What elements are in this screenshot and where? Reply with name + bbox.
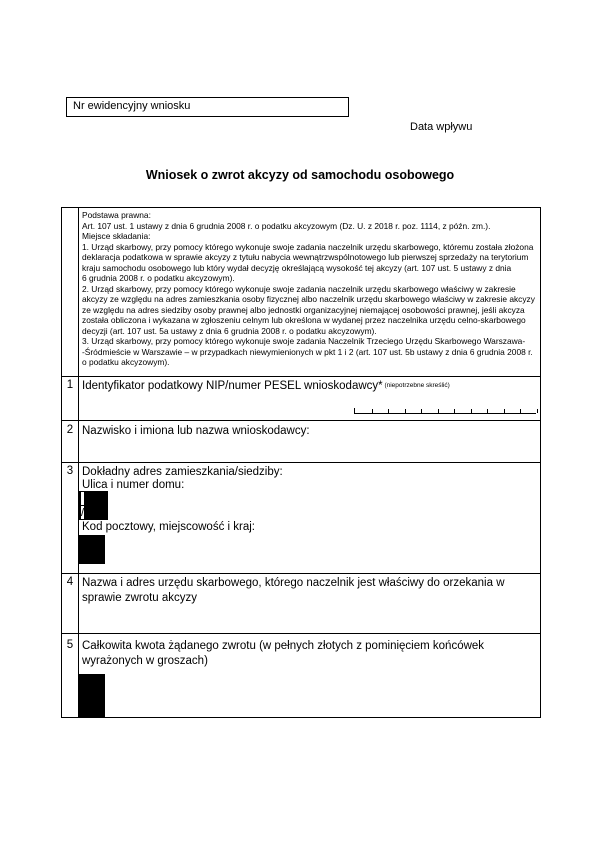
row-number: 3 xyxy=(66,465,74,477)
legal-basis-line: Miejsce składania: xyxy=(82,231,151,241)
row-number: 2 xyxy=(66,424,74,436)
legal-basis-line: kraju samochodu osobowego lub który wydał decyzję określającą wysokość tej akcyzy (art. 107 ust. 5 ustawy z dnia xyxy=(82,262,512,273)
asterisk: * xyxy=(378,380,383,392)
digit-tick xyxy=(421,409,422,413)
legal-basis-line: deklaracja podatkowa w sprawie akcyzy z tytułu nabycia wewnątrzwspólnotowego lub pierwszej sprzedaży na terytorium xyxy=(82,252,529,262)
char-cell[interactable] xyxy=(104,675,105,689)
strike-note: (niepotrzebne skreślić) xyxy=(382,382,450,389)
name-label: Nazwisko i imiona lub nazwa wnioskodawcy: xyxy=(82,425,310,437)
char-cell[interactable] xyxy=(104,703,105,717)
street-input-grid[interactable] xyxy=(78,491,108,520)
digit-tick xyxy=(438,409,439,413)
legal-basis-line: decyzji (art. 107 ust. 5a ustawy z dnia 6 grudnia 2008 r. o podatku akcyzowym). xyxy=(82,325,377,336)
char-cell[interactable] xyxy=(107,506,108,520)
legal-basis-line: Podstawa prawna: xyxy=(82,210,151,220)
application-number-label: Nr ewidencyjny wniosku xyxy=(73,100,191,112)
receipt-date-label: Data wpływu xyxy=(410,121,473,133)
row-number: 1 xyxy=(66,379,74,391)
legal-basis-line: 2. Urząd skarbowy, przy pomocy którego wykonuje swoje zadania naczelnik urzędu skarbowego właściwy w zakresie xyxy=(82,283,516,294)
digit-tick xyxy=(372,409,373,413)
legal-basis-section xyxy=(82,210,540,368)
postal-label: Kod pocztowy, miejscowość i kraj: xyxy=(82,521,255,533)
char-cell[interactable] xyxy=(104,536,105,550)
legal-basis-line: akcyzy ze względu na adres zamieszkania osoby fizycznej albo naczelnik urzędu skarbowego właściwy w zakresie akcyzy xyxy=(82,294,535,304)
char-cell[interactable] xyxy=(107,492,108,506)
divider xyxy=(62,573,540,574)
digit-tick xyxy=(454,409,455,413)
divider xyxy=(62,420,540,421)
legal-basis-line: ze względu na adres siedziby osoby prawnej albo jednostki organizacyjnej niemającej osobowości prawnej, jeśli akcyza xyxy=(82,304,525,315)
digit-tick xyxy=(504,409,505,413)
digit-tick xyxy=(537,409,538,413)
legal-basis-line: 1. Urząd skarbowy, przy pomocy którego wykonuje swoje zadania naczelnik urzędu skarbowego, któremu została złożona xyxy=(82,241,534,252)
digit-tick xyxy=(487,409,488,413)
tax-office-label: Nazwa i adres urzędu skarbowego, którego naczelnik jest właściwy do orzekania w sprawie zwrotu akcyzy xyxy=(82,577,505,604)
divider xyxy=(62,633,540,634)
digit-tick xyxy=(520,409,521,413)
legal-basis-line: -Śródmieście w Warszawie – w przypadkach niewymienionych w pkt 1 i 2 (art. 107 ust. 5b ustawy z dnia 6 grudnia 2008 r. xyxy=(82,346,533,357)
digit-tick xyxy=(388,409,389,413)
char-cell[interactable] xyxy=(104,689,105,703)
postal-input-grid[interactable] xyxy=(78,535,105,564)
tax-id-label: Identyfikator podatkowy NIP/numer PESEL wnioskodawcy xyxy=(82,380,379,392)
divider xyxy=(62,462,540,463)
slash-separator: / xyxy=(81,506,85,519)
legal-basis-line: została obliczona i wykazana w zgłoszeniu celnym lub określona w wydanej przez naczelnika urzędu celno-skarbowego xyxy=(82,315,526,325)
application-form xyxy=(61,207,541,718)
page-title: Wniosek o zwrot akcyzy od samochodu osobowego xyxy=(145,168,455,182)
refund-amount-label: Całkowita kwota żądanego zwrotu (w pełnych złotych z pominięciem końcówek wyrażonych w groszach) xyxy=(82,640,485,667)
divider xyxy=(62,376,540,377)
row-number: 4 xyxy=(66,576,74,588)
legal-basis-line: Art. 107 ust. 1 ustawy z dnia 6 grudnia 2008 r. o podatku akcyzowym (Dz. U. z 2018 r. poz. 1114, z późn. zm.). xyxy=(82,220,491,231)
digit-tick xyxy=(405,409,406,413)
street-label: Ulica i numer domu: xyxy=(82,479,185,491)
amount-input-grid[interactable] xyxy=(78,674,105,717)
row-number: 5 xyxy=(66,639,74,651)
legal-basis-line: 6 grudnia 2008 r. o podatku akcyzowym). xyxy=(82,273,235,283)
row-1-label xyxy=(82,379,450,394)
digit-tick xyxy=(471,409,472,413)
legal-basis-line: o podatku akcyzowym). xyxy=(82,357,170,367)
address-label: Dokładny adres zamieszkania/siedziby: xyxy=(82,466,283,478)
char-cell[interactable] xyxy=(104,550,105,564)
nip-pesel-input[interactable] xyxy=(354,408,536,414)
application-number-field[interactable] xyxy=(66,97,349,117)
legal-basis-line: 3. Urząd skarbowy, przy pomocy którego wykonuje swoje zadania Naczelnik Trzeciego Urzędu Skarbowego Warszawa- xyxy=(82,336,526,346)
